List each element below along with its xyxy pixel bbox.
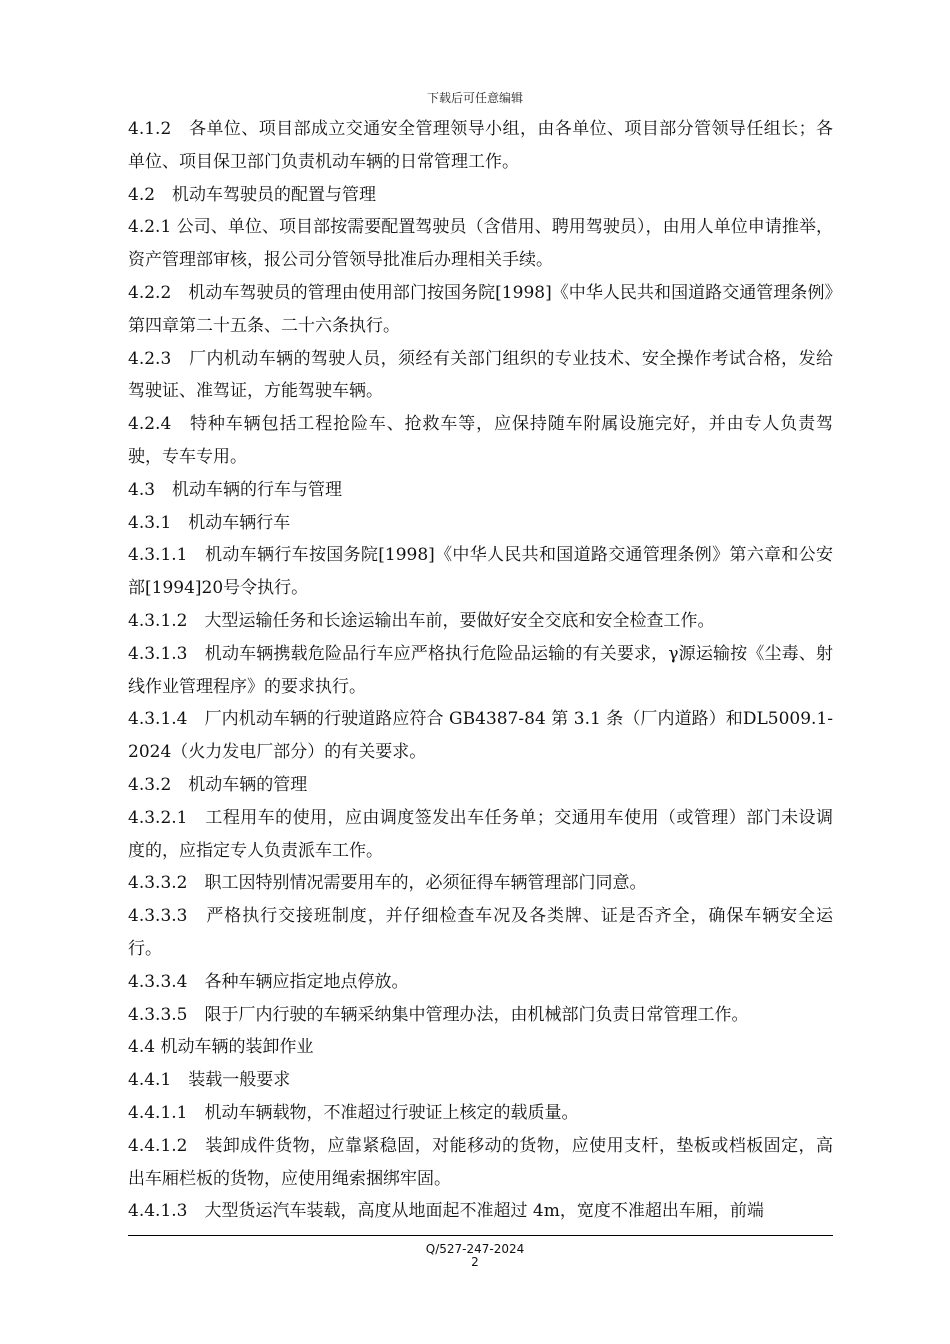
section-heading: 4.4 机动车辆的装卸作业 [128,1037,314,1058]
paragraph: 4.2.1 公司、单位、项目部按需要配置驾驶员（含借用、聘用驾驶员），由用人单位申请推举，资产管理部审核，报公司分管领导批准后办理相关手续。 [128,217,833,271]
paragraph: 4.3.3.2 职工因特别情况需要用车的，必须征得车辆管理部门同意。 [128,873,647,894]
paragraph: 4.3.3.4 各种车辆应指定地点停放。 [128,971,409,992]
section-heading: 4.2 机动车驾驶员的配置与管理 [128,184,377,205]
header-note: 下载后可任意编辑 [426,91,523,105]
footer-divider [128,1235,833,1236]
paragraph: 4.4.1.3 大型货运汽车装载，高度从地面起不准超过 4m，宽度不准超出车厢，前端 [128,1201,764,1222]
paragraph: 4.3.2.1 工程用车的使用，应由调度签发出车任务单；交通用车使用（或管理）部门未设调度的，应指定专人负责派车工作。 [128,807,833,861]
document-body [128,113,833,1228]
section-heading: 4.3 机动车辆的行车与管理 [128,479,343,500]
paragraph: 4.3.1.3 机动车辆携载危险品行车应严格执行危险品运输的有关要求，γ源运输按《尘毒、射线作业管理程序》的要求执行。 [128,643,833,697]
page-number: 2 [471,1255,479,1269]
paragraph: 4.2.3 厂内机动车辆的驾驶人员，须经有关部门组织的专业技术、安全操作考试合格，发给驾驶证、准驾证，方能驾驶车辆。 [128,348,833,402]
subsection-heading: 4.3.1 机动车辆行车 [128,512,291,533]
paragraph: 4.2.2 机动车驾驶员的管理由使用部门按国务院[1998]《中华人民共和国道路交通管理条例》第四章第二十五条、二十六条执行。 [128,282,833,336]
subsection-heading: 4.4.1 装载一般要求 [128,1070,291,1091]
document-code: Q/527-247-2024 [425,1242,525,1256]
paragraph: 4.2.4 特种车辆包括工程抢险车、抢救车等，应保持随车附属设施完好，并由专人负责驾驶，专车专用。 [128,414,833,467]
paragraph: 4.4.1.2 装卸成件货物，应靠紧稳固，对能移动的货物，应使用支杆，垫板或档板固定，高出车厢栏板的货物，应使用绳索捆绑牢固。 [128,1135,833,1189]
paragraph: 4.3.1.1 机动车辆行车按国务院[1998]《中华人民共和国道路交通管理条例》第六章和公安部[1994]20号令执行。 [128,545,833,599]
paragraph: 4.1.2 各单位、项目部成立交通安全管理领导小组，由各单位、项目部分管领导任组长；各单位、项目保卫部门负责机动车辆的日常管理工作。 [128,119,833,172]
paragraph: 4.3.1.4 厂内机动车辆的行驶道路应符合 GB4387-84 第 3.1 条（厂内道路）和DL5009.1-2024（火力发电厂部分）的有关要求。 [128,709,833,763]
paragraph: 4.3.3.3 严格执行交接班制度，并仔细检查车况及各类牌、证是否齐全，确保车辆安全运行。 [128,906,833,959]
subsection-heading: 4.3.2 机动车辆的管理 [128,774,308,795]
paragraph: 4.4.1.1 机动车辆载物，不准超过行驶证上核定的载质量。 [128,1102,579,1123]
paragraph: 4.3.1.2 大型运输任务和长途运输出车前，要做好安全交底和安全检查工作。 [128,610,715,631]
paragraph: 4.3.3.5 限于厂内行驶的车辆采纳集中管理办法，由机械部门负责日常管理工作。 [128,1004,749,1025]
